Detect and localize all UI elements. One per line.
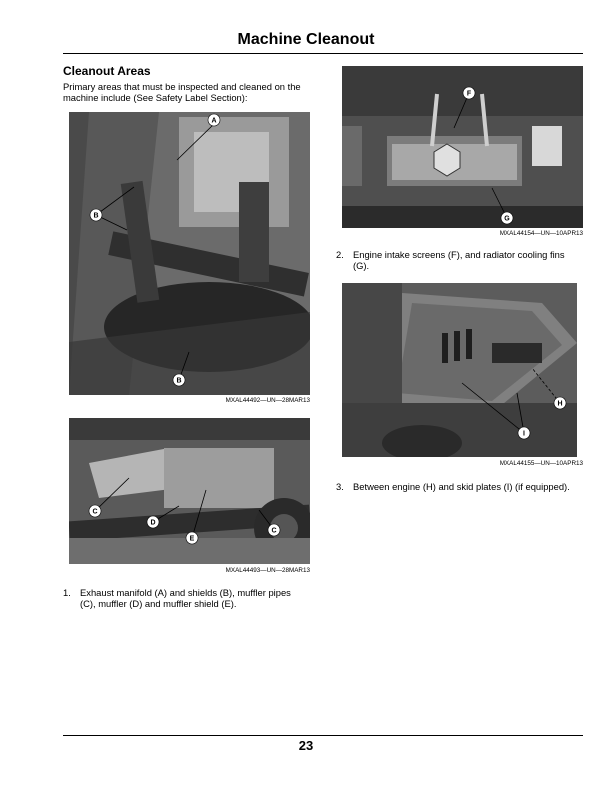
- step-text: Between engine (H) and skid plates (I) (if equipped).: [353, 481, 570, 492]
- callout-f: F: [466, 90, 472, 98]
- callout-a: A: [211, 117, 217, 125]
- intro-line-1: Primary areas that must be inspected and cleaned on the: [63, 81, 301, 92]
- callout-g: G: [504, 215, 510, 223]
- page-title: Machine Cleanout: [237, 31, 375, 48]
- step-number: 3.: [336, 481, 344, 492]
- figure-engine-intake: [342, 66, 583, 228]
- figure-id: MXAL44493—UN—28MAR13: [225, 567, 310, 574]
- callout-b: B: [176, 377, 182, 385]
- intro-line-2: machine include (See Safety Label Section):: [63, 92, 248, 103]
- callout-e: E: [189, 535, 195, 543]
- callout-b: B: [93, 212, 99, 220]
- figure-skid-plates: [342, 283, 577, 457]
- step-text: Engine intake screens (F), and radiator cooling fins: [353, 249, 565, 260]
- step-number: 1.: [63, 587, 71, 598]
- callout-c: C: [271, 527, 277, 535]
- step-text: Exhaust manifold (A) and shields (B), muffler pipes: [80, 587, 291, 598]
- step-3: [336, 481, 586, 494]
- step-text: (G).: [353, 260, 370, 271]
- callout-d: D: [150, 519, 156, 527]
- figure-id: MXAL44154—UN—10APR13: [499, 230, 583, 237]
- step-1: [63, 587, 323, 611]
- step-text: (C), muffler (D) and muffler shield (E).: [80, 598, 237, 609]
- section-heading: Cleanout Areas: [63, 64, 151, 78]
- step-number: 2.: [336, 249, 344, 260]
- page-number: 23: [298, 738, 314, 753]
- figure-muffler: [69, 418, 310, 564]
- figure-exhaust-manifold: [69, 112, 310, 395]
- footer-rule: [63, 735, 583, 736]
- header-rule: [63, 53, 583, 54]
- callout-c: C: [92, 508, 98, 516]
- figure-id: MXAL44492—UN—28MAR13: [225, 397, 310, 404]
- callout-h: H: [557, 400, 563, 408]
- step-2: [336, 249, 586, 273]
- callout-i: I: [523, 430, 525, 438]
- figure-id: MXAL44155—UN—10APR13: [499, 460, 583, 467]
